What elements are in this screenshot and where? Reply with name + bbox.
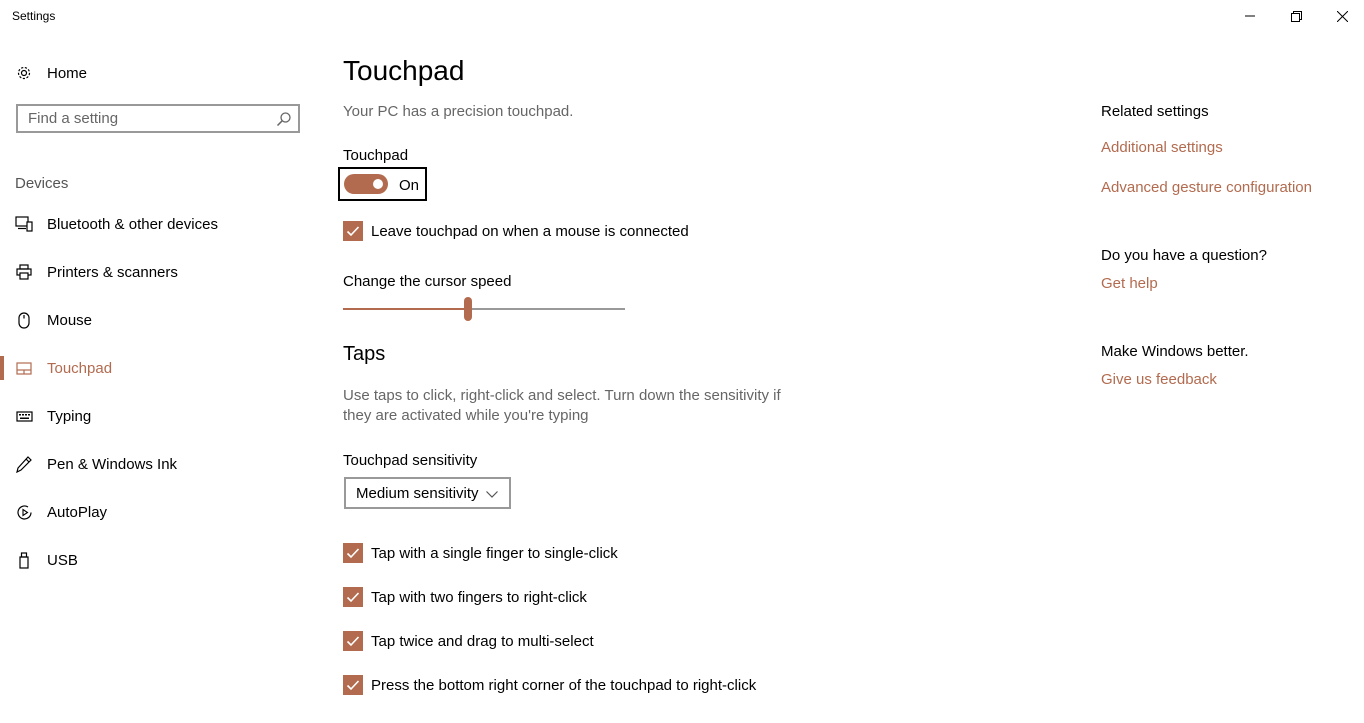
advanced-gesture-link[interactable]: Advanced gesture configuration: [1101, 179, 1312, 196]
sidebar-item-label: Bluetooth & other devices: [47, 215, 218, 233]
additional-settings-link[interactable]: Additional settings: [1101, 139, 1223, 156]
restore-icon: [1291, 11, 1302, 22]
checkmark-icon: [346, 590, 360, 604]
sidebar-item-label: USB: [47, 551, 78, 569]
checkbox-box[interactable]: [343, 631, 363, 651]
sidebar-item-autoplay[interactable]: [0, 492, 320, 532]
related-settings-heading: Related settings: [1101, 103, 1209, 120]
sensitivity-label: Touchpad sensitivity: [343, 452, 478, 469]
search-input[interactable]: [18, 106, 268, 131]
sensitivity-dropdown[interactable]: [344, 477, 511, 509]
title-bar: [0, 0, 1364, 32]
bluetooth-devices-icon: [15, 215, 33, 233]
get-help-link[interactable]: Get help: [1101, 275, 1158, 292]
gear-icon: [15, 64, 33, 82]
slider-fill: [343, 308, 464, 310]
dropdown-value: Medium sensitivity: [356, 485, 479, 502]
toggle-state-label: On: [399, 177, 420, 194]
restore-button[interactable]: [1273, 0, 1319, 32]
checkbox-box[interactable]: [343, 543, 363, 563]
touchpad-toggle-label: Touchpad: [343, 147, 409, 164]
pen-icon: [15, 455, 33, 473]
active-indicator: [0, 356, 4, 380]
touchpad-toggle[interactable]: [344, 174, 388, 194]
close-icon: [1337, 11, 1348, 22]
search-box: [16, 104, 300, 133]
search-icon[interactable]: [276, 111, 292, 127]
minimize-button[interactable]: [1227, 0, 1273, 32]
sidebar-item-printers[interactable]: [0, 252, 320, 292]
tap-twice-drag-checkbox[interactable]: [343, 630, 594, 652]
feedback-heading: Make Windows better.: [1101, 343, 1249, 360]
usb-icon: [15, 551, 33, 569]
checkmark-icon: [346, 546, 360, 560]
sidebar-section-label: Devices: [15, 175, 69, 192]
sidebar-item-pen[interactable]: [0, 444, 320, 484]
mouse-icon: [15, 311, 33, 329]
sidebar-item-label: Pen & Windows Ink: [47, 455, 178, 473]
sidebar-item-label: Home: [47, 64, 88, 82]
taps-description: Use taps to click, right-click and select. Turn down the sensitivity if they are activated while you're typing: [343, 387, 781, 424]
cursor-speed-slider[interactable]: [343, 296, 625, 324]
checkbox-label: Tap twice and drag to multi-select: [371, 632, 594, 650]
sidebar-item-typing[interactable]: [0, 396, 320, 436]
checkbox-label: Tap with two fingers to right-click: [371, 588, 587, 606]
checkbox-label: Leave touchpad on when a mouse is connected: [371, 222, 689, 240]
taps-heading: Taps: [343, 343, 386, 365]
sidebar-item-home[interactable]: [0, 56, 320, 90]
checkmark-icon: [346, 224, 360, 238]
checkbox-box[interactable]: [343, 587, 363, 607]
bottom-right-corner-checkbox[interactable]: [343, 674, 756, 696]
tap-two-fingers-checkbox[interactable]: [343, 586, 587, 608]
printer-icon: [15, 263, 33, 281]
leave-touchpad-on-checkbox[interactable]: [343, 220, 689, 242]
autoplay-icon: [15, 503, 33, 521]
touchpad-icon: [15, 359, 33, 377]
question-heading: Do you have a question?: [1101, 247, 1267, 264]
sidebar-item-label: AutoPlay: [47, 503, 108, 521]
sidebar-item-label: Typing: [47, 407, 92, 425]
page-title: Touchpad: [343, 55, 465, 86]
sidebar-item-usb[interactable]: [0, 540, 320, 580]
sidebar-item-label: Touchpad: [47, 359, 113, 377]
toggle-knob: [373, 179, 383, 189]
slider-thumb[interactable]: [464, 297, 472, 321]
checkbox-box[interactable]: [343, 675, 363, 695]
tap-single-finger-checkbox[interactable]: [343, 542, 618, 564]
give-feedback-link[interactable]: Give us feedback: [1101, 371, 1217, 388]
checkbox-label: Press the bottom right corner of the touchpad to right-click: [371, 676, 757, 694]
sidebar-item-mouse[interactable]: [0, 300, 320, 340]
sidebar-item-touchpad[interactable]: [0, 348, 320, 388]
checkmark-icon: [346, 634, 360, 648]
checkmark-icon: [346, 678, 360, 692]
slider-track: [472, 308, 625, 310]
sidebar-item-label: Printers & scanners: [47, 263, 178, 281]
chevron-down-icon: [485, 487, 499, 501]
keyboard-icon: [15, 407, 33, 425]
minimize-icon: [1245, 11, 1255, 21]
page-subtitle: Your PC has a precision touchpad.: [343, 103, 574, 120]
sidebar-item-bluetooth[interactable]: [0, 204, 320, 244]
sidebar-item-label: Mouse: [47, 311, 93, 329]
checkbox-box[interactable]: [343, 221, 363, 241]
close-button[interactable]: [1319, 0, 1364, 32]
cursor-speed-label: Change the cursor speed: [343, 273, 512, 290]
window-title: Settings: [12, 9, 56, 23]
checkbox-label: Tap with a single finger to single-click: [371, 544, 618, 562]
